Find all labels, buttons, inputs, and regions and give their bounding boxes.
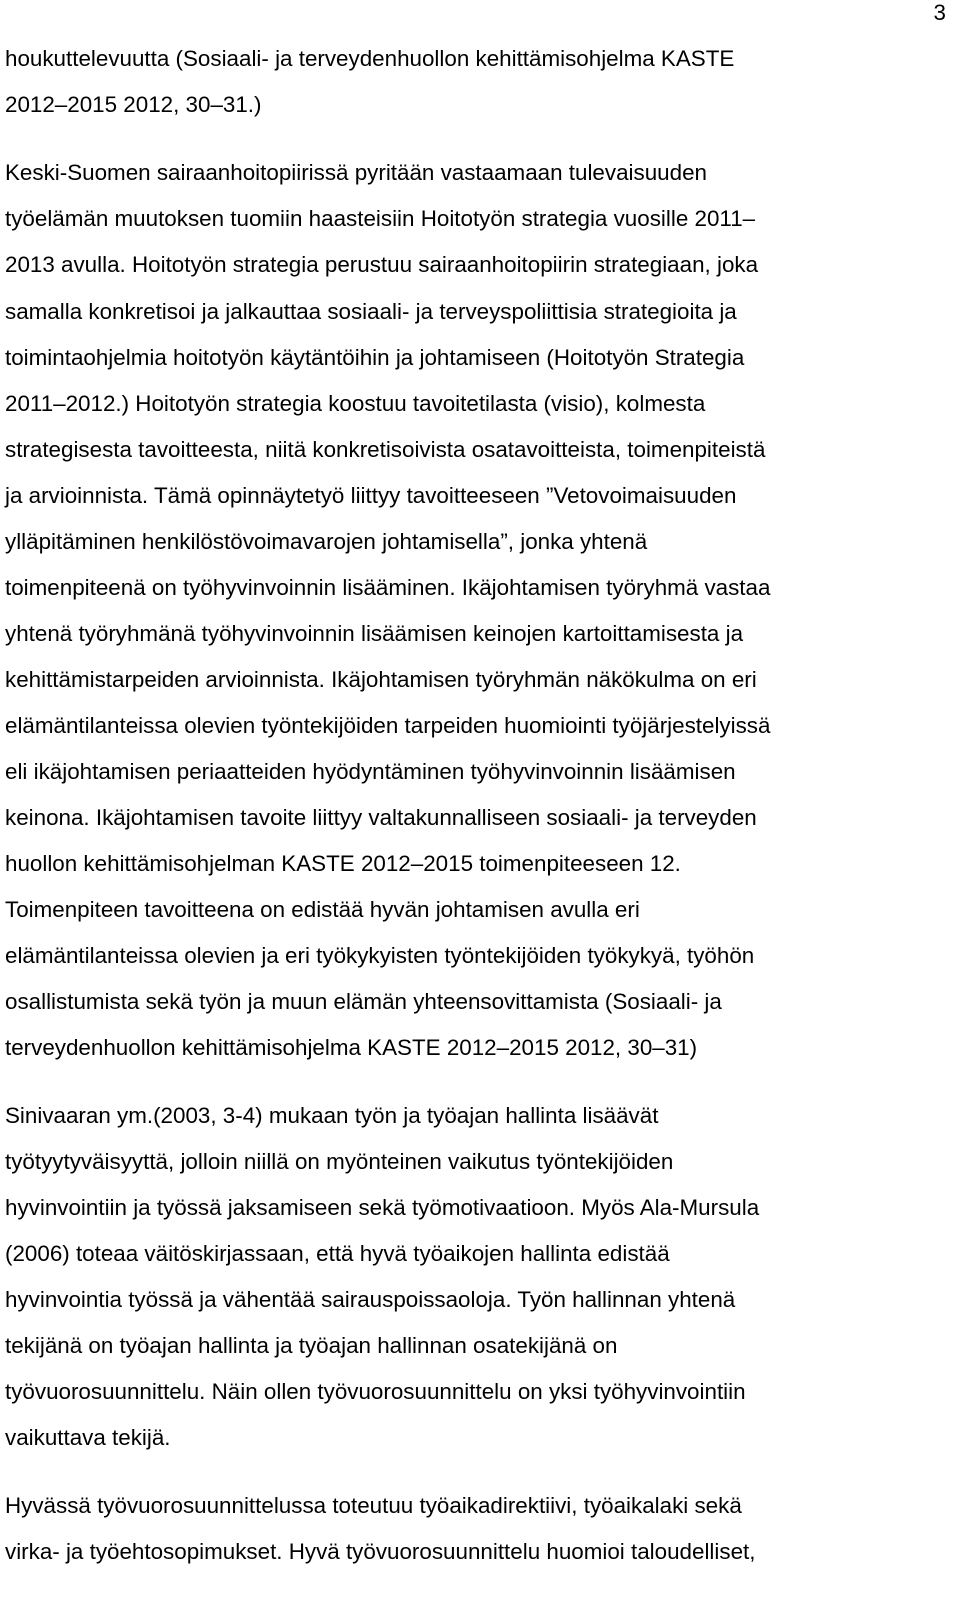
text-line: 2013 avulla. Hoitotyön strategia perustuu sairaanhoitopiirin strategiaan, joka bbox=[5, 252, 759, 277]
text-line: elämäntilanteissa olevien työntekijöiden tarpeiden huomiointi työjärjestelyissä bbox=[5, 713, 771, 738]
text-line: strategisesta tavoitteesta, niitä konkretisoivista osatavoitteista, toimenpiteistä bbox=[5, 437, 766, 462]
text-line: toimenpiteenä on työhyvinvoinnin lisääminen. Ikäjohtamisen työryhmä vastaa bbox=[5, 575, 771, 600]
text-line: ylläpitäminen henkilöstövoimavarojen johtamisella”, jonka yhtenä bbox=[5, 529, 648, 554]
text-line: yhtenä työryhmänä työhyvinvoinnin lisäämisen keinojen kartoittamisesta ja bbox=[5, 621, 744, 646]
text-line: virka- ja työehtosopimukset. Hyvä työvuorosuunnittelu huomioi taloudelliset, bbox=[5, 1539, 756, 1564]
text-line: huollon kehittämisohjelman KASTE 2012–2015 toimenpiteeseen 12. bbox=[5, 851, 681, 876]
text-line: työelämän muutoksen tuomiin haasteisiin Hoitotyön strategia vuosille 2011– bbox=[5, 206, 756, 231]
text-line: Sinivaaran ym.(2003, 3-4) mukaan työn ja työajan hallinta lisäävät bbox=[5, 1103, 659, 1128]
text-line: samalla konkretisoi ja jalkauttaa sosiaali- ja terveyspoliittisia strategioita ja bbox=[5, 299, 737, 324]
text-line: kehittämistarpeiden arvioinnista. Ikäjohtamisen työryhmän näkökulma on eri bbox=[5, 667, 757, 692]
text-line: hyvinvointiin ja työssä jaksamiseen sekä työmotivaatioon. Myös Ala-Mursula bbox=[5, 1195, 760, 1220]
page-number: 3 bbox=[933, 0, 946, 25]
text-line: 2011–2012.) Hoitotyön strategia koostuu tavoitetilasta (visio), kolmesta bbox=[5, 391, 706, 416]
text-line: vaikuttava tekijä. bbox=[5, 1425, 171, 1450]
text-line: terveydenhuollon kehittämisohjelma KASTE 2012–2015 2012, 30–31) bbox=[5, 1035, 698, 1060]
text-line: Keski-Suomen sairaanhoitopiirissä pyritään vastaamaan tulevaisuuden bbox=[5, 160, 707, 185]
text-line: toimintaohjelmia hoitotyön käytäntöihin ja johtamiseen (Hoitotyön Strategia bbox=[5, 345, 745, 370]
text-line: elämäntilanteissa olevien ja eri työkykyisten työntekijöiden työkykyä, työhön bbox=[5, 943, 755, 968]
text-line: tekijänä on työajan hallinta ja työajan hallinnan osatekijänä on bbox=[5, 1333, 618, 1358]
text-line: 2012–2015 2012, 30–31.) bbox=[5, 92, 262, 117]
text-line: Hyvässä työvuorosuunnittelussa toteutuu työaikadirektiivi, työaikalaki sekä bbox=[5, 1493, 742, 1518]
text-line: Toimenpiteen tavoitteena on edistää hyvän johtamisen avulla eri bbox=[5, 897, 640, 922]
text-line: (2006) toteaa väitöskirjassaan, että hyvä työaikojen hallinta edistää bbox=[5, 1241, 670, 1266]
text-line: ja arvioinnista. Tämä opinnäytetyö liittyy tavoitteeseen ”Vetovoimaisuuden bbox=[5, 483, 737, 508]
text-line: työvuorosuunnittelu. Näin ollen työvuorosuunnittelu on yksi työhyvinvointiin bbox=[5, 1379, 746, 1404]
text-line: keinona. Ikäjohtamisen tavoite liittyy valtakunnalliseen sosiaali- ja terveyden bbox=[5, 805, 757, 830]
text-line: työtyytyväisyyttä, jolloin niillä on myönteinen vaikutus työntekijöiden bbox=[5, 1149, 674, 1174]
text-line: houkuttelevuutta (Sosiaali- ja terveydenhuollon kehittämisohjelma KASTE bbox=[5, 46, 735, 71]
text-line: eli ikäjohtamisen periaatteiden hyödyntäminen työhyvinvoinnin lisäämisen bbox=[5, 759, 736, 784]
text-line: osallistumista sekä työn ja muun elämän yhteensovittamista (Sosiaali- ja bbox=[5, 989, 722, 1014]
text-line: hyvinvointia työssä ja vähentää sairauspoissaoloja. Työn hallinnan yhtenä bbox=[5, 1287, 736, 1312]
